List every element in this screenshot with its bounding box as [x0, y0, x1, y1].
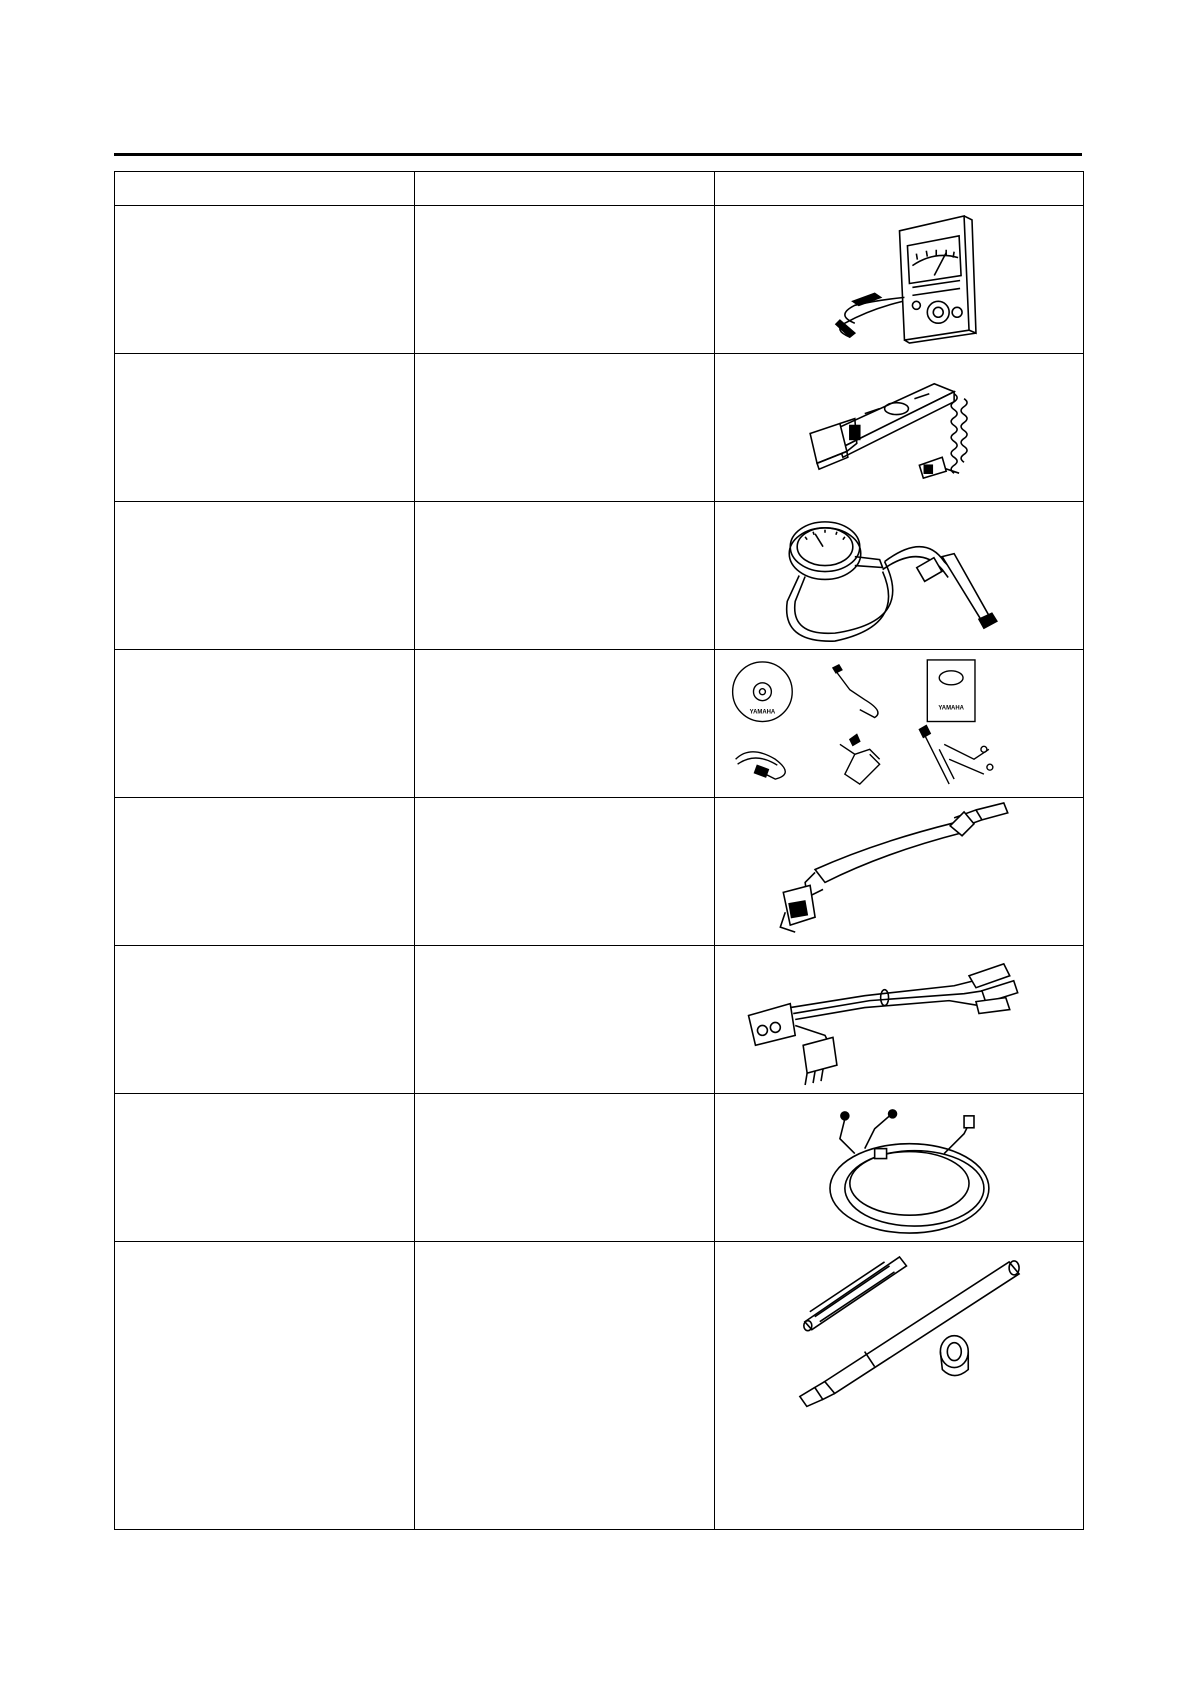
tool-number	[415, 354, 715, 502]
table-row	[115, 650, 1084, 798]
header-tool-number	[415, 172, 715, 206]
special-tools-table	[114, 171, 1084, 1530]
tool-illustration-cell	[715, 1094, 1084, 1242]
compression-gauge-icon	[715, 502, 1083, 649]
top-rule	[114, 153, 1082, 156]
table-row	[115, 798, 1084, 946]
bushing-tool-icon	[715, 1242, 1083, 1529]
connector-harness-icon	[715, 946, 1083, 1093]
wire-harness-icon	[715, 1094, 1083, 1241]
tool-name	[115, 502, 415, 650]
sensor-harness-icon	[715, 798, 1083, 945]
tool-illustration-cell	[715, 1242, 1084, 1530]
tool-illustration-cell	[715, 650, 1084, 798]
table-header-row	[115, 172, 1084, 206]
card-brand: YAMAHA	[938, 705, 964, 712]
diagnostic-kit-icon	[715, 650, 1083, 797]
header-illustration	[715, 172, 1084, 206]
table-row	[115, 946, 1084, 1094]
tachometer-icon	[715, 354, 1083, 501]
table-row	[115, 354, 1084, 502]
tool-number	[415, 1094, 715, 1242]
tool-name	[115, 798, 415, 946]
tool-number	[415, 798, 715, 946]
tool-name	[115, 1094, 415, 1242]
tool-number	[415, 502, 715, 650]
tool-number	[415, 206, 715, 354]
tool-name	[115, 354, 415, 502]
table-row	[115, 1094, 1084, 1242]
tool-illustration-cell	[715, 946, 1084, 1094]
table-row	[115, 206, 1084, 354]
tool-number	[415, 946, 715, 1094]
table-row	[115, 502, 1084, 650]
tool-name	[115, 206, 415, 354]
tool-number	[415, 1242, 715, 1530]
tool-illustration-cell	[715, 798, 1084, 946]
tool-illustration-cell	[715, 206, 1084, 354]
tool-name	[115, 650, 415, 798]
tool-name	[115, 946, 415, 1094]
header-tool-name	[115, 172, 415, 206]
tool-illustration-cell	[715, 502, 1084, 650]
tool-illustration-cell	[715, 354, 1084, 502]
pocket-tester-icon	[715, 206, 1083, 353]
table-row	[115, 1242, 1084, 1530]
cd-brand: YAMAHA	[749, 709, 776, 716]
tool-name	[115, 1242, 415, 1530]
tool-number	[415, 650, 715, 798]
